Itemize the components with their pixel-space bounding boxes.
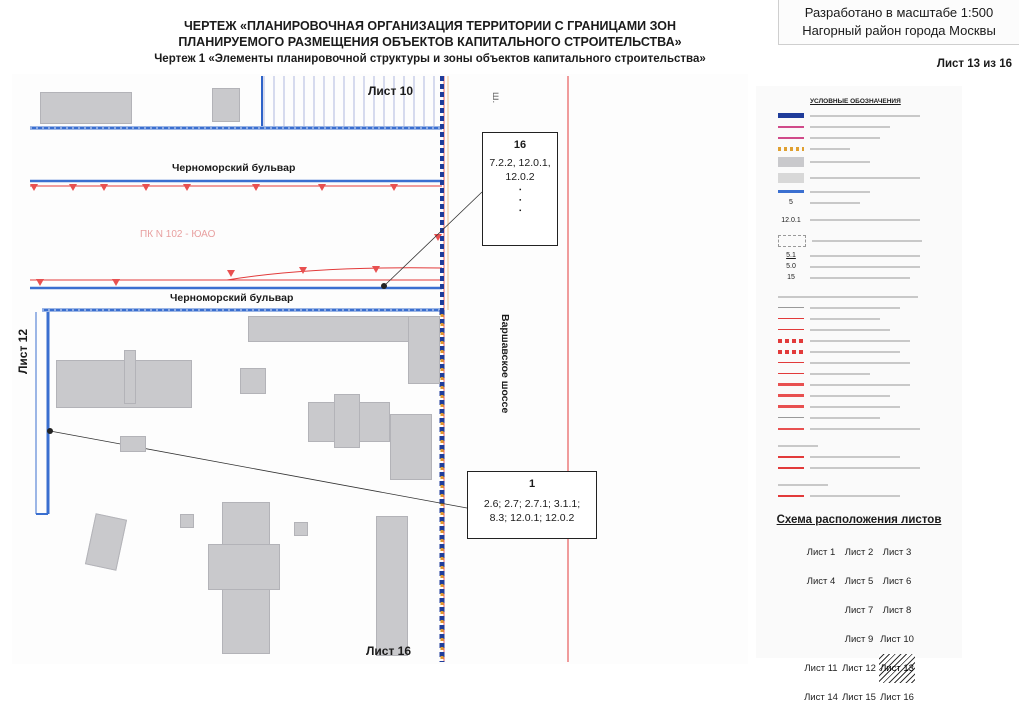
sheet-cell[interactable]: Лист 9 [844,634,874,645]
sheet-label-left[interactable]: Лист 12 [16,328,30,374]
building [248,316,418,342]
sheet-cell[interactable]: Лист 3 [882,547,912,558]
legend-code-5: 15 [787,274,795,281]
sheet-cell[interactable]: Лист 8 [882,605,912,616]
sheet-label-bottom[interactable]: Лист 16 [366,644,412,658]
sheet-label-top[interactable]: Лист 10 [368,84,414,98]
callout-zone-16[interactable] [482,132,558,246]
callout-16-dots: · · · [514,188,526,215]
sheet-scheme-title: Схема расположения листов [776,514,942,526]
callout-16-number: 16 [513,139,527,151]
sheet-scheme-grid [803,538,915,712]
title-line-2: ПЛАНИРУЕМОГО РАЗМЕЩЕНИЯ ОБЪЕКТОВ КАПИТАЛЬНОГО СТРОИТЕЛЬСТВА» [178,35,682,49]
building [208,544,280,590]
district-label: Нагорный район города Москвы [802,23,996,38]
callout-1-line2: 8.3; 12.0.1; 12.0.2 [489,512,575,524]
callout-1-number: 1 [528,478,536,490]
sheet-cell[interactable]: Лист 14 [804,692,838,703]
sheet-cell[interactable]: Лист 5 [844,576,874,587]
sheet-cell[interactable]: Лист 1 [806,547,836,558]
sheet-cell-empty [803,596,839,625]
sheet-cell-empty [803,625,839,654]
building [294,522,308,536]
sheet-cell[interactable]: Лист 15 [842,692,876,703]
map-area[interactable] [12,74,748,664]
building [376,516,408,656]
sheet-cell[interactable]: Лист 4 [806,576,836,587]
building [334,394,360,448]
legend-panel [756,86,962,703]
callout-1-line1: 2.6; 2.7; 2.7.1; 3.1.1; [483,498,581,510]
sheet-cell[interactable]: Лист 10 [880,634,914,645]
sheet-cell[interactable]: Лист 11 [804,663,838,674]
sheet-cell[interactable]: Лист 2 [844,547,874,558]
legend-code-3: 5.1 [786,252,796,259]
building [120,436,146,452]
callout-zone-1[interactable] [467,471,597,539]
sheet-cell[interactable]: Лист 13 [879,654,915,683]
red-line-markers [30,184,442,286]
scale-label: Разработано в масштабе 1:500 [804,5,994,20]
callout-16-line1: 7.2.2, 12.0.1, [489,157,551,169]
street-label-chernomorsky-2: Черноморский бульвар [170,292,294,304]
building [40,92,132,124]
subtitle: Чертеж 1 «Элементы планировочной структуры и зоны объектов капитального строительства» [154,53,706,65]
building [212,88,240,122]
zone-label: ПК N 102 - ЮАО [140,229,216,240]
building [240,368,266,394]
sheet-number: Лист 13 из 16 [936,58,1012,70]
legend-code-1: 5 [789,199,793,206]
building [180,514,194,528]
legend-code-2: 12.0.1 [781,216,801,224]
building [124,350,136,404]
sheet-cell[interactable]: Лист 16 [880,692,914,703]
stamp-box [778,0,1019,45]
building [390,414,432,480]
road-fragment-label: ш. [490,92,502,104]
legend-code-4: 5.0 [786,263,796,270]
street-label-varshavskoe: Варшавское шоссе [499,314,511,414]
sheet-cell[interactable]: Лист 12 [842,663,876,674]
sheet-cell[interactable]: Лист 7 [844,605,874,616]
title-line-1: ЧЕРТЕЖ «ПЛАНИРОВОЧНАЯ ОРГАНИЗАЦИЯ ТЕРРИТОРИИ С ГРАНИЦАМИ ЗОН [183,19,676,33]
sheet-cell[interactable]: Лист 6 [882,576,912,587]
callout-16-line2: 12.0.2 [505,171,535,183]
street-label-chernomorsky-1: Черноморский бульвар [172,162,296,174]
building [408,316,440,384]
legend-heading: УСЛОВНЫЕ ОБОЗНАЧЕНИЯ [810,98,901,105]
